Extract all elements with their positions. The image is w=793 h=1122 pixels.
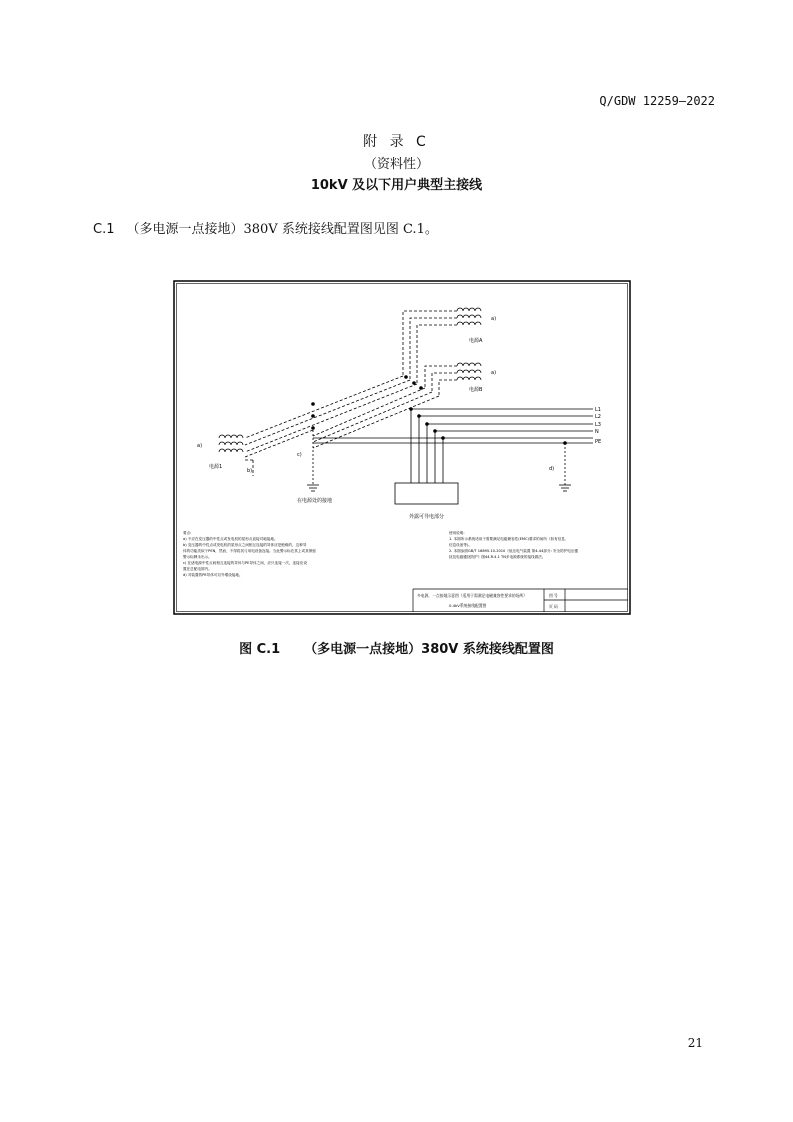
- standard-number: Q/GDW 12259—2022: [599, 94, 715, 108]
- bus-label-n: N: [595, 429, 599, 435]
- svg-text:要点:: 要点:: [183, 531, 192, 535]
- svg-text:1. 本图所示系统适用于需要满足电磁兼容性(EMC)要求的场: 1. 本图所示系统适用于需要满足电磁兼容性(EMC)要求的场所（如有信息、: [449, 537, 569, 541]
- mark-d: d): [549, 466, 555, 472]
- svg-text:置在总配电屏内。: 置在总配电屏内。: [183, 567, 212, 571]
- source-a-label: 电源A: [469, 338, 483, 344]
- bus-label-l1: L1: [595, 407, 601, 413]
- title-block-field2: 页 码: [549, 604, 558, 609]
- title-block-field1: 图 号: [549, 593, 558, 598]
- bus-label-l3: L3: [595, 422, 601, 428]
- svg-text:扰及电磁骚扰防护》图44.R.4.1 TN多电源系统的接线做: 扰及电磁骚扰防护》图44.R.4.1 TN多电源系统的接线做法。: [449, 555, 546, 559]
- svg-text:使用说明:: 使用说明:: [449, 531, 465, 535]
- source-1-label: 电源1: [209, 464, 223, 470]
- appendix-heading: 10kV 及以下用户典型主接线: [310, 178, 483, 193]
- ground-note: 在电源处的接地: [297, 498, 333, 504]
- page-number: 21: [687, 1036, 703, 1050]
- mark-b: b): [247, 468, 253, 474]
- mark-c: c): [297, 452, 302, 458]
- bus-label-l2: L2: [595, 414, 601, 420]
- title-block-line2: 0.4kV系统接线配置图: [449, 603, 487, 608]
- source-b-label: 电源B: [469, 387, 483, 393]
- wiring-diagram: [173, 280, 631, 615]
- svg-text:体的功能类似于PEN，然而，不得将其与用电设备连接。当此警示: 体的功能类似于PEN，然而，不得将其与用电设备连接。当此警示标在其上或其保留: [183, 549, 316, 553]
- mark-a-left: a): [197, 443, 203, 449]
- caption-number: 图 C.1: [239, 642, 281, 657]
- clause-c1: [93, 218, 438, 237]
- svg-text:a) 不应在变压器的中性点或发电机的星形点直接对地接地。: a) 不应在变压器的中性点或发电机的星形点直接对地接地。: [183, 537, 278, 541]
- svg-text:2. 本图参照GB/T 16895.10-2010《低压电气: 2. 本图参照GB/T 16895.10-2010《低压电气装置 第4-44部分: 安全防护电压骚: [449, 549, 579, 553]
- svg-text:信息设备等)。: 信息设备等)。: [449, 543, 472, 547]
- svg-text:c) 在诸电源中性点间相互连接的导体与PE导体之间，应只连接: c) 在诸电源中性点间相互连接的导体与PE导体之间，应只连接一次，连接应设: [183, 561, 307, 565]
- figure-caption: [0, 638, 793, 657]
- bus-label-pe: PE: [595, 439, 602, 445]
- mark-a-top: a): [491, 316, 497, 322]
- mark-a-mid: a): [491, 370, 497, 376]
- appendix-title: 附 录 C: [363, 134, 430, 150]
- svg-text:警示标牌未出示。: 警示标牌未出示。: [183, 555, 212, 559]
- load-label: 外露可导电部分: [409, 514, 445, 520]
- svg-text:b) 变压器的中性点或发电机的星形点之间相互连接的导体应是绝: b) 变压器的中性点或发电机的星形点之间相互连接的导体应是绝缘的，这种导: [183, 543, 307, 547]
- appendix-subtitle: （资料性）: [363, 157, 429, 172]
- clause-text: （多电源一点接地）380V 系统接线配置图见图 C.1。: [126, 222, 438, 237]
- caption-text: （多电源一点接地）380V 系统接线配置图: [304, 642, 554, 657]
- svg-text:d) 对装置的PE导体可另外增设接地。: d) 对装置的PE导体可另外增设接地。: [183, 573, 243, 577]
- title-block-line1: 多电源、一点接地示意图（适用于需满足电磁兼容性要求的场所）: [417, 593, 528, 598]
- clause-number: C.1: [93, 222, 115, 237]
